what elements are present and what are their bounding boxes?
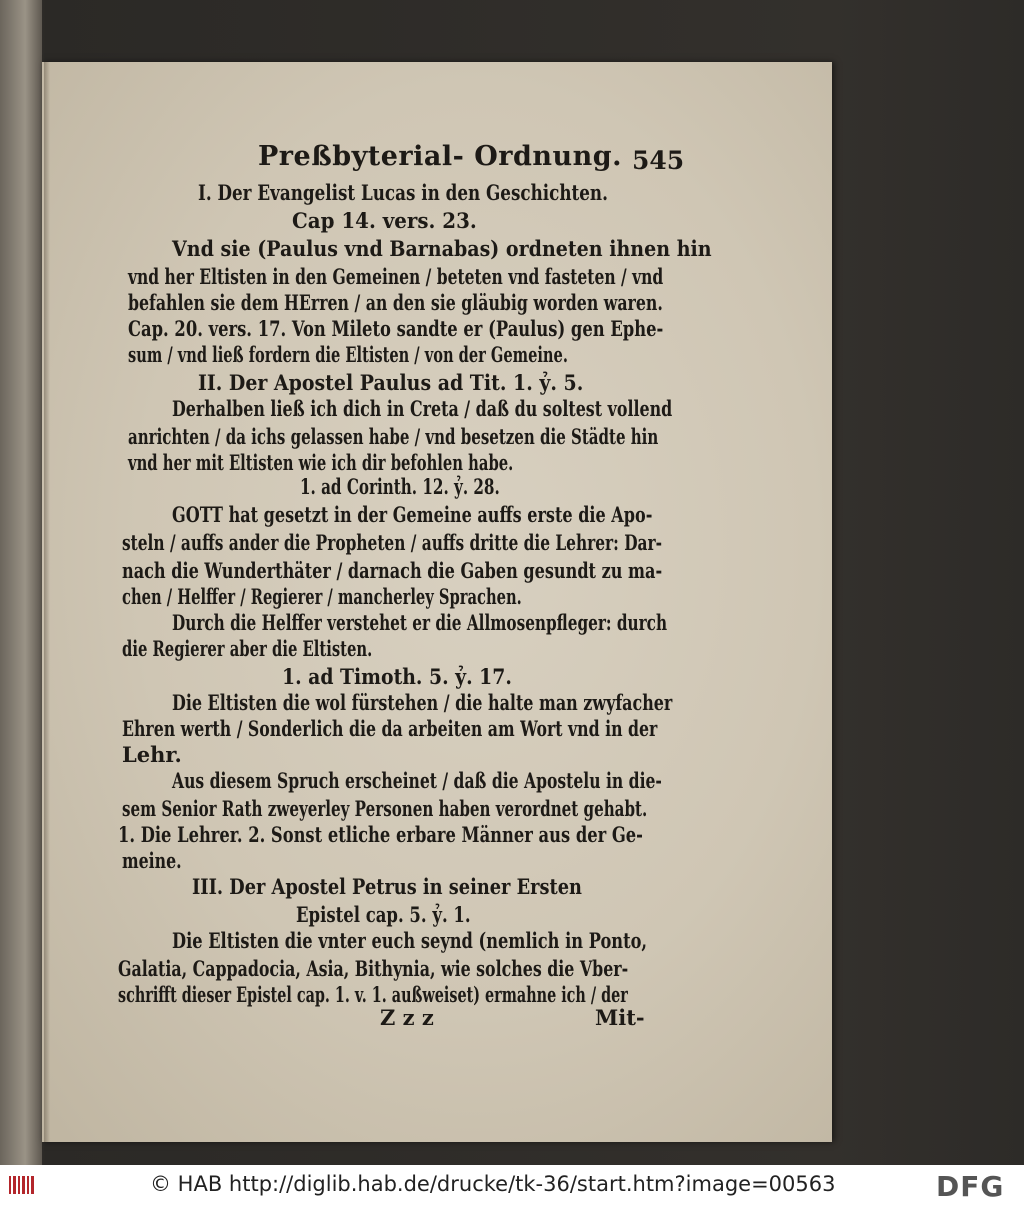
text-line: sem Senior Rath zweyerley Personen haben verordnet gehabt.	[122, 796, 648, 821]
text-line: Lehr.	[122, 742, 182, 767]
page-gutter-shadow	[44, 62, 50, 1142]
text-line: GOTT hat gesetzt in der Gemeine auffs erste die Apo-	[172, 502, 653, 527]
text-line: chen / Helffer / Regierer / mancherley Sprachen.	[122, 584, 522, 609]
text-line: II. Der Apostel Paulus ad Tit. 1. ỷ. 5.	[198, 370, 584, 395]
page-number: 545	[632, 146, 685, 175]
text-line: III. Der Apostel Petrus in seiner Ersten	[192, 874, 582, 899]
text-line: Galatia, Cappadocia, Asia, Bithynia, wie solches die Vber-	[118, 956, 629, 981]
text-line: Cap 14. vers. 23.	[292, 208, 477, 233]
text-line: sum / vnd ließ fordern die Eltisten / von der Gemeine.	[128, 342, 568, 367]
footer-credit-link[interactable]: © HAB http://diglib.hab.de/drucke/tk-36/start.htm?image=00563	[150, 1172, 836, 1196]
text-line: Vnd sie (Paulus vnd Barnabas) ordneten ihnen hin	[172, 236, 712, 261]
text-line: Epistel cap. 5. ỷ. 1.	[296, 902, 471, 927]
text-line: nach die Wunderthäter / darnach die Gaben gesundt zu ma-	[122, 558, 663, 583]
text-line: vnd her mit Eltisten wie ich dir befohlen habe.	[128, 450, 514, 475]
text-line: 1. ad Corinth. 12. ỷ. 28.	[300, 474, 500, 499]
text-line: Ehren werth / Sonderlich die da arbeiten am Wort vnd in der	[122, 716, 658, 741]
previous-page-edge	[0, 0, 42, 1165]
hab-barcode-logo-icon	[8, 1174, 36, 1196]
text-line: die Regierer aber die Eltisten.	[122, 636, 373, 661]
text-line: meine.	[122, 848, 182, 873]
text-line: befahlen sie dem HErren / an den sie gläubig worden waren.	[128, 290, 663, 315]
text-line: Derhalben ließ ich dich in Creta / daß du soltest vollend	[172, 396, 673, 421]
running-head: Preßbyterial- Ordnung.	[258, 141, 623, 172]
text-line: anrichten / da ichs gelassen habe / vnd besetzen die Städte hin	[128, 424, 659, 449]
text-line: 1. Die Lehrer. 2. Sonst etliche erbare Männer aus der Ge-	[118, 822, 643, 847]
text-line: Aus diesem Spruch erscheinet / daß die Apostelu in die-	[172, 768, 662, 793]
text-line: steln / auffs ander die Propheten / auffs dritte die Lehrer: Dar-	[122, 530, 663, 555]
viewer-footer	[0, 1165, 1024, 1205]
text-line: vnd her Eltisten in den Gemeinen / beteten vnd fasteten / vnd	[128, 264, 664, 289]
text-line: Die Eltisten die wol fürstehen / die halte man zwyfacher	[172, 690, 673, 715]
dfg-logo: DFG	[936, 1170, 1005, 1203]
text-line: Durch die Helffer verstehet er die Allmosenpfleger: durch	[172, 610, 668, 635]
text-line: schrifft dieser Epistel cap. 1. v. 1. außweiset) ermahne ich / der	[118, 982, 628, 1007]
text-line: Cap. 20. vers. 17. Von Mileto sandte er (Paulus) gen Ephe-	[128, 316, 664, 341]
text-line: Die Eltisten die vnter euch seynd (nemlich in Ponto,	[172, 928, 648, 953]
text-line: I. Der Evangelist Lucas in den Geschichten.	[198, 180, 608, 205]
catchword: Mit-	[595, 1005, 645, 1030]
signature-mark: Z z z	[380, 1005, 434, 1030]
text-line: 1. ad Timoth. 5. ỷ. 17.	[282, 664, 512, 689]
